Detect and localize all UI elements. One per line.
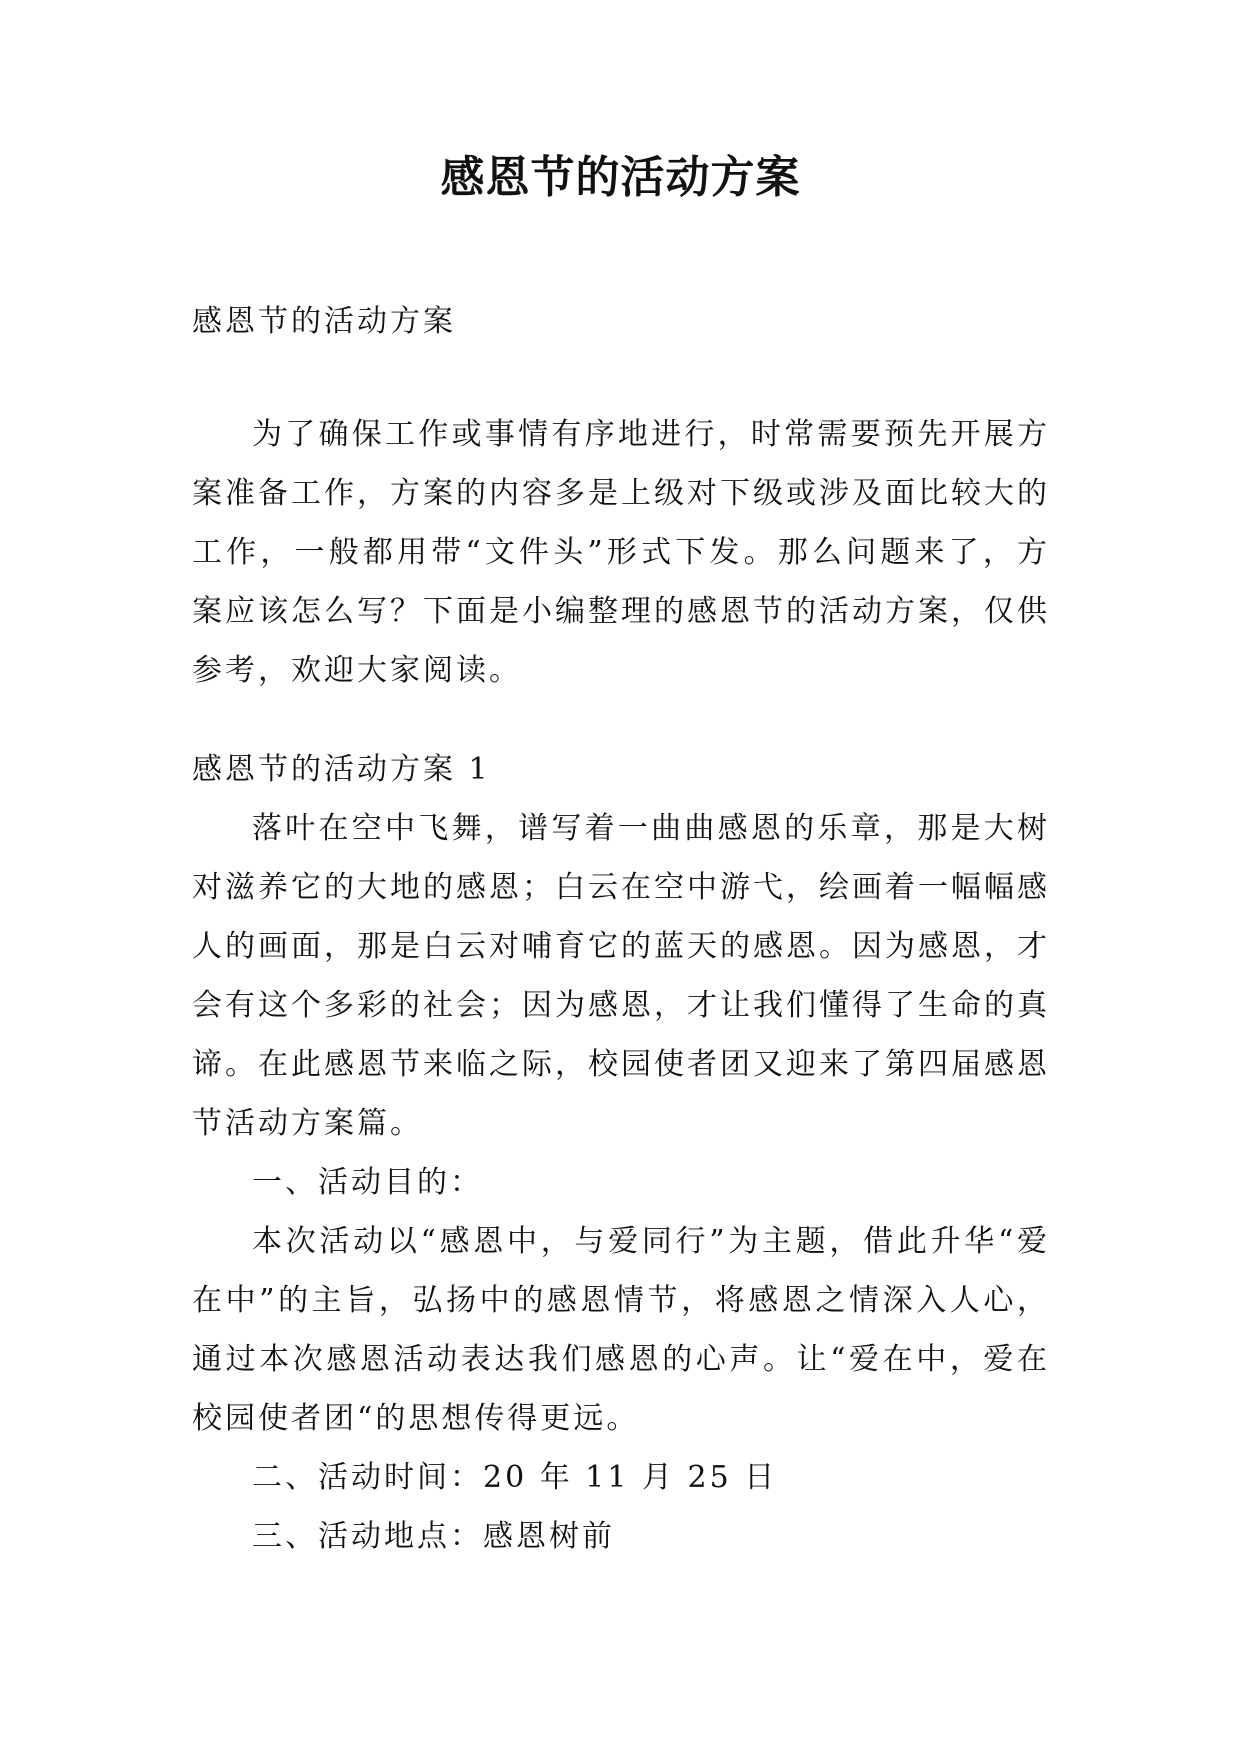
purpose-heading: 一、活动目的： [252, 1165, 483, 1200]
document-title: 感恩节的活动方案 [440, 152, 801, 203]
intro-paragraph: 为了确保工作或事情有序地进行，时常需要预先开展方案准备工作，方案的内容多是上级对下级或涉及面比较大的工作，一般都用带“文件头”形式下发。那么问题来了，方案应该怎么写？下面是小编整理的感恩节的活动方案，仅供参考，欢迎大家阅读。 [192, 417, 1050, 688]
place-item: 三、活动地点：感恩树前 [252, 1519, 615, 1554]
section-paragraph: 落叶在空中飞舞，谱写着一曲曲感恩的乐章，那是大树对滋养它的大地的感恩；白云在空中游弋，绘画着一幅幅感人的画面，那是白云对哺育它的蓝天的感恩。因为感恩，才会有这个多彩的社会；因为感恩，才让我们懂得了生命的真谛。在此感恩节来临之际，校园使者团又迎来了第四届感恩节活动方案篇。 [192, 811, 1050, 1141]
time-item: 二、活动时间：20 年 11 月 25 日 [252, 1460, 778, 1495]
document-body [192, 292, 1050, 1566]
section-heading: 感恩节的活动方案 1 [192, 752, 491, 787]
document-subtitle: 感恩节的活动方案 [192, 304, 456, 339]
purpose-paragraph: 本次活动以“感恩中，与爱同行”为主题，借此升华“爱在中”的主旨，弘扬中的感恩情节，将感恩之情深入人心，通过本次感恩活动表达我们感恩的心声。让“爱在中，爱在校园使者团“的思想传得更远。 [192, 1224, 1050, 1436]
